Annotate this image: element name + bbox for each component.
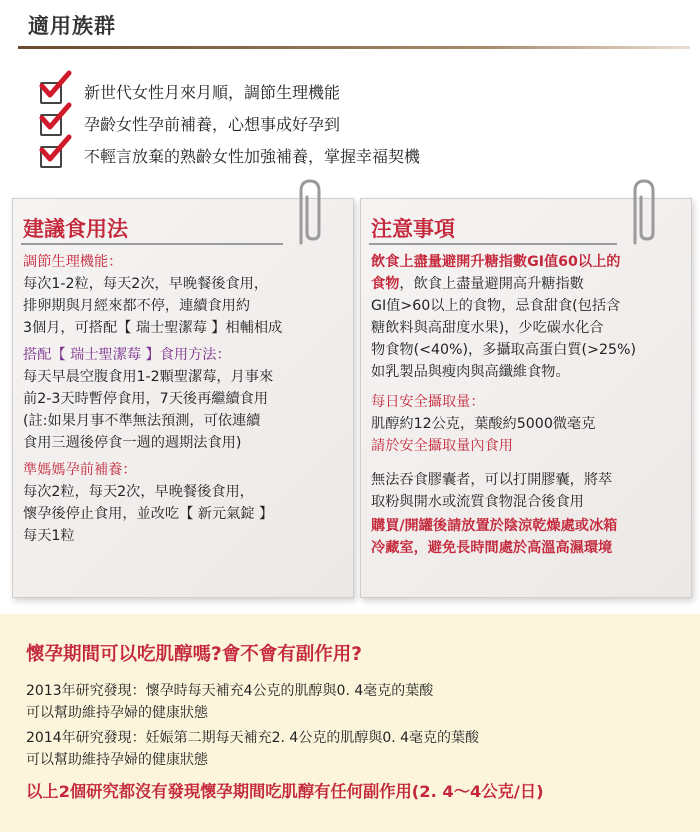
page-title: 適用族群 [28,14,116,38]
faq-conclusion: 以上2個研究都沒有發現懷孕期間吃肌醇有任何副作用(2. 4～4公克/日) [26,782,544,801]
warning-text: 冷藏室，避免長時間處於高溫高濕環境 [371,540,613,556]
text-line: 前2-3天時暫停食用，7天後再繼續食用 [23,391,269,407]
section-header [0,0,700,56]
text-line: 如乳製品與瘦肉與高纖維食物。 [371,364,570,380]
paperclip-icon [289,177,329,249]
warning-text: 請於安全攝取量內食用 [371,438,513,454]
red-checkmark-icon [38,70,72,100]
checklist-item-text: 新世代女性月來月順，調節生理機能 [84,83,341,102]
research-line: 可以幫助維持孕婦的健康狀態 [26,752,208,768]
faq-section [0,614,700,832]
text-line: 糖飲料與高甜度水果)，少吃碳水化合 [371,320,604,336]
card-divider [21,243,283,245]
text-line: 物食物(<40%)，多攝取高蛋白質(>25%) [371,342,637,358]
title-divider [18,46,690,49]
card-heading: 建議食用法 [23,217,128,241]
text-line: 食用三週後停食一週的週期法食用) [23,435,242,451]
red-checkmark-icon [38,102,72,132]
target-group-checklist [38,76,678,172]
text-line [371,273,584,296]
section-title: 每日安全攝取量： [371,394,485,410]
warning-text: 飲食上盡量避開升糖指數GI值60以上的 [371,254,621,270]
card-divider [369,243,617,245]
checklist-item-text: 不輕言放棄的熟齡女性加強補養，掌握幸福契機 [84,147,421,166]
research-line: 2014年研究發現：妊娠第二期每天補充2. 4公克的肌醇與0. 4毫克的葉酸 [26,730,480,746]
text-line: 每天早晨空腹食用1-2顆聖潔莓，月事來 [23,369,274,385]
warning-text: 食物 [371,276,400,292]
text-line: 無法吞食膠囊者，可以打開膠囊，將萃 [371,472,613,488]
text-line: 懷孕後停止食用，並改吃【 新元氣錠 】 [23,506,274,522]
text-line: 肌醇約12公克，葉酸約5000微毫克 [371,416,596,432]
text-fragment: ，飲食上盡量避開高升糖指數 [399,276,584,292]
faq-question: 懷孕期間可以吃肌醇嗎?會不會有副作用? [26,644,362,665]
section-title: 搭配【 瑞士聖潔莓 】食用方法： [23,347,231,363]
research-line: 可以幫助維持孕婦的健康狀態 [26,705,208,721]
text-line: 排卵期與月經來都不停，連續食用約 [23,298,251,314]
text-line: (註:如果月事不準無法預測，可依連續 [23,413,261,429]
text-line: 每次2粒，每天2次，早晚餐後食用， [23,484,254,500]
section-title: 調節生理機能： [23,254,123,270]
card-heading: 注意事項 [371,217,455,241]
red-checkmark-icon [38,134,72,164]
usage-card [12,198,354,598]
text-line: 取粉與開水或流質食物混合後食用 [371,494,584,510]
checklist-item [38,76,678,108]
text-line: 3個月，可搭配【 瑞士聖潔莓 】相輔相成 [23,320,283,336]
text-line: 每天1粒 [23,528,75,544]
paperclip-icon [623,177,663,249]
section-title: 準媽媽孕前補養： [23,462,137,478]
notes-card [360,198,692,598]
research-line: 2013年研究發現：懷孕時每天補充4公克的肌醇與0. 4毫克的葉酸 [26,683,434,699]
checklist-item [38,108,678,140]
text-line: 每次1-2粒，每天2次，早晚餐後食用， [23,276,269,292]
checklist-item-text: 孕齡女性孕前補養，心想事成好孕到 [84,115,341,134]
text-line: GI值>60以上的食物，忌食甜食(包括含 [371,298,621,314]
checklist-item [38,140,678,172]
warning-text: 購買/開罐後請放置於陰涼乾燥處或冰箱 [371,518,618,534]
